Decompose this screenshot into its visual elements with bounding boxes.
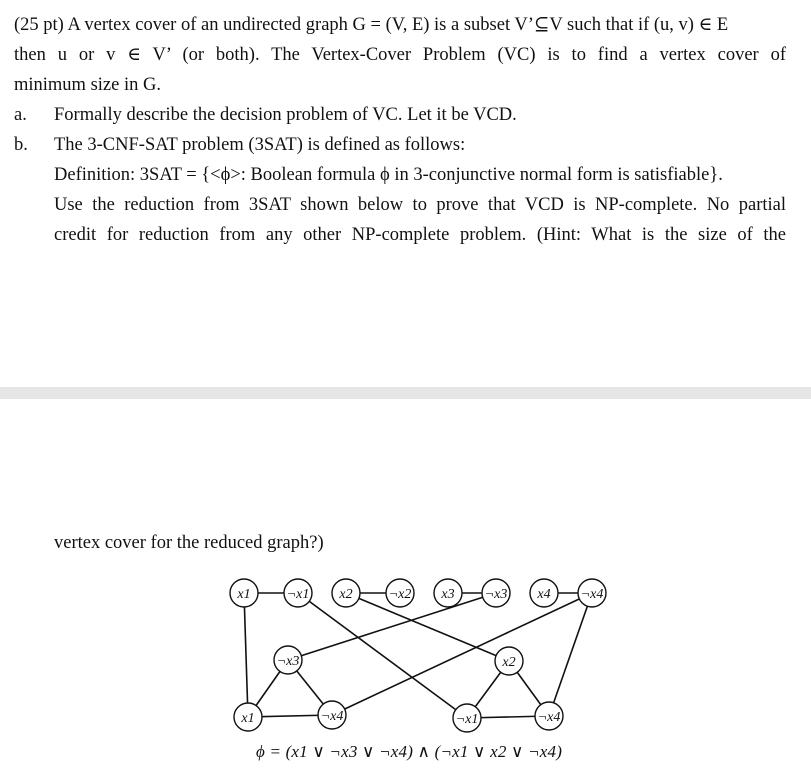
graph-node-c1_nx4	[318, 701, 346, 729]
graph-node-label: ¬x3	[484, 587, 508, 602]
edge-nx1-c2nx1	[298, 593, 467, 718]
reduction-line-1: Use the reduction from 3SAT shown below to prove that VCD is NP-complete. No partial	[54, 195, 786, 215]
graph-node-nx2	[386, 579, 414, 607]
graph-nodes	[230, 579, 606, 732]
graph-node-nx1	[284, 579, 312, 607]
graph-node-label: x1	[241, 711, 255, 726]
edge-nx4-c2nx4	[549, 593, 592, 716]
graph-node-label: x3	[441, 587, 455, 602]
page-upper-section	[0, 0, 811, 387]
graph-node-label: ¬x1	[286, 587, 310, 602]
graph-node-label: x1	[237, 587, 251, 602]
part-a-label: a.	[14, 105, 27, 125]
graph-node-c2_nx1	[453, 704, 481, 732]
part-a-text: Formally describe the decision problem of VC. Let it be VCD.	[54, 105, 517, 125]
graph-node-label: ¬x4	[320, 709, 344, 724]
graph-node-x2	[332, 579, 360, 607]
graph-node-x3	[434, 579, 462, 607]
graph-node-label: x2	[502, 655, 516, 670]
part-b-label: b.	[14, 135, 28, 155]
graph-node-c2_nx4	[535, 702, 563, 730]
graph-node-label: ¬x2	[388, 587, 412, 602]
edge-x2-c2x2	[346, 593, 509, 661]
page-lower-section	[0, 399, 811, 779]
graph-node-nx3	[482, 579, 510, 607]
intro-line-3: minimum size in G.	[14, 75, 161, 95]
graph-node-label: ¬x1	[455, 712, 479, 727]
edge-nx4-c1nx4	[332, 593, 592, 715]
graph-node-c2_x2	[495, 647, 523, 675]
formula-phi: ϕ = (x1 ∨ ¬x3 ∨ ¬x4) ∧ (¬x1 ∨ x2 ∨ ¬x4)	[256, 742, 563, 761]
graph-node-x1	[230, 579, 258, 607]
graph-node-x4	[530, 579, 558, 607]
edge-x1-c1x1	[244, 593, 248, 717]
part-b-text: The 3-CNF-SAT problem (3SAT) is defined as follows:	[54, 135, 466, 155]
graph-node-nx4	[578, 579, 606, 607]
intro-line-2: then u or v ∈ V’ (or both). The Vertex-Cover Problem (VC) is to find a vertex cover of	[14, 45, 786, 65]
graph-node-c1_nx3	[274, 646, 302, 674]
graph-node-label: ¬x4	[580, 587, 604, 602]
graph-node-label: ¬x3	[276, 654, 300, 669]
graph-node-c1_x1	[234, 703, 262, 731]
reduction-line-2: credit for reduction from any other NP-complete problem. (Hint: What is the size of the	[54, 225, 786, 245]
graph-node-label: x4	[537, 587, 551, 602]
graph-node-label: ¬x4	[537, 710, 561, 725]
3sat-definition: Definition: 3SAT = {<ϕ>: Boolean formula ϕ in 3-conjunctive normal form is satisfiable}.	[54, 165, 723, 185]
intro-line-1: (25 pt) A vertex cover of an undirected graph G = (V, E) is a subset V’⊆V such that if (u, v) ∈ E	[14, 15, 729, 35]
graph-node-label: x2	[339, 587, 353, 602]
page-break	[0, 387, 811, 399]
hint-continued: vertex cover for the reduced graph?)	[54, 533, 324, 553]
